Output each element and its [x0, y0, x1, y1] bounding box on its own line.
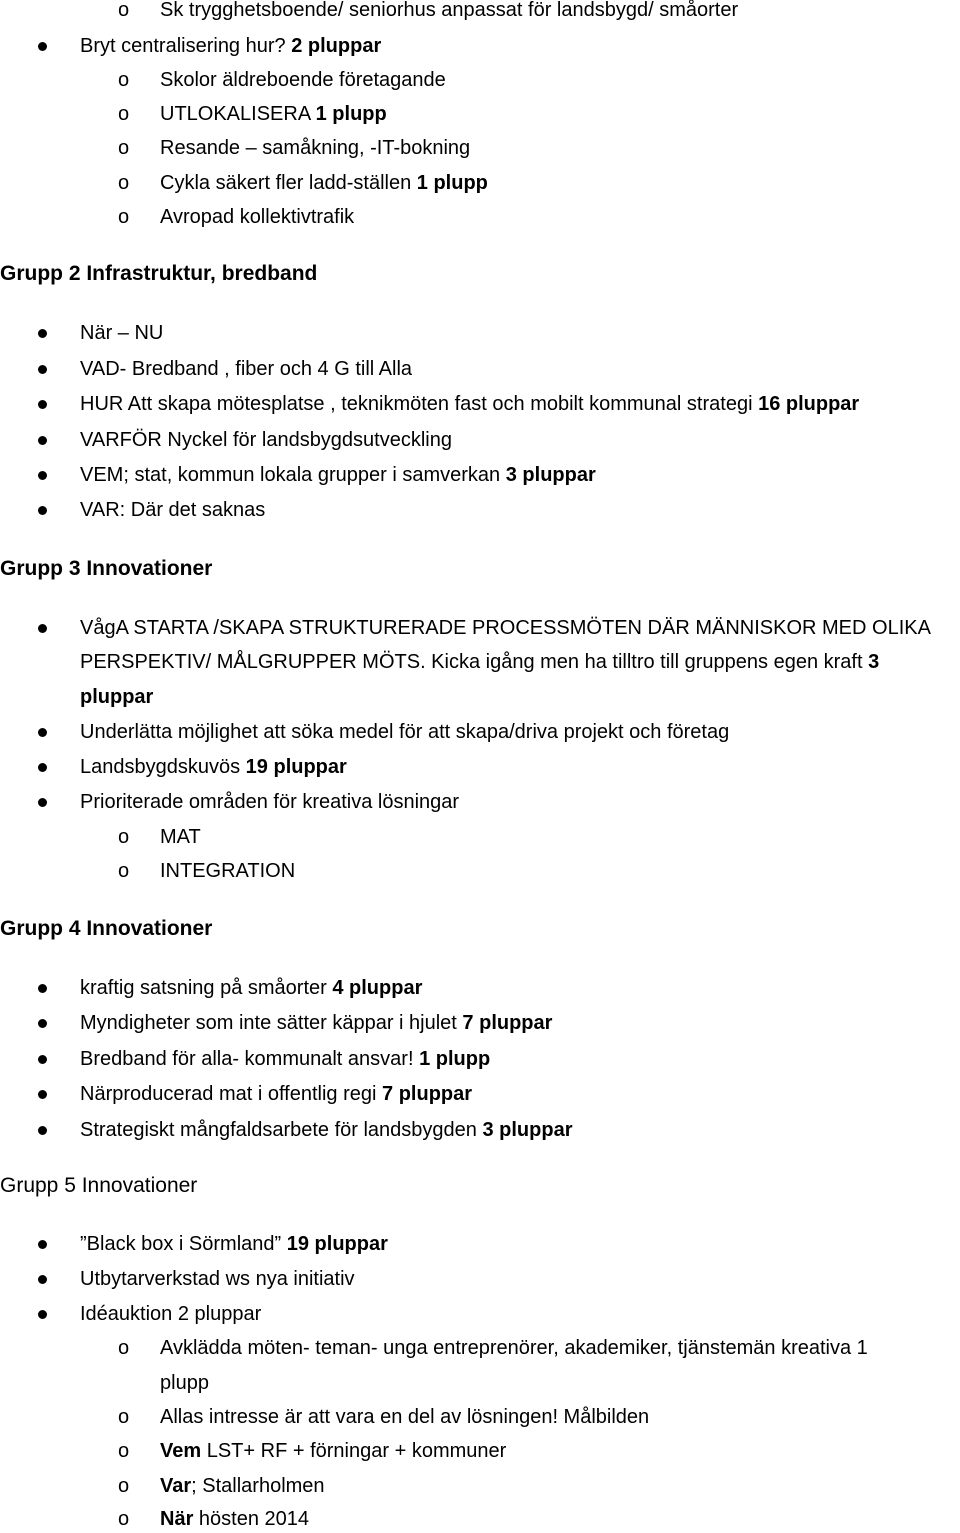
group-heading: Grupp 4 Innovationer: [0, 917, 213, 940]
vote-count: 1 plupp: [416, 172, 488, 194]
sub-bullet: o: [118, 172, 130, 194]
item-text: ; Stallarholmen: [191, 1475, 325, 1497]
vote-count: 19 pluppar: [286, 1233, 388, 1255]
item-text: VARFÖR Nyckel för landsbygdsutveckling: [80, 429, 452, 451]
bullet-icon: [38, 42, 47, 51]
vote-count: 1 plupp: [315, 103, 387, 125]
sub-bullet: o: [118, 137, 130, 159]
bullet-icon: [38, 471, 47, 480]
item-text: Avropad kollektivtrafik: [160, 206, 355, 228]
bullet-icon: [38, 436, 47, 445]
sub-bullet: o: [118, 1508, 130, 1530]
bullet-icon: [38, 1090, 47, 1099]
item-text: PERSPEKTIV/ MÅLGRUPPER MÖTS. Kicka igång men ha tilltro till gruppens egen kraft: [80, 651, 863, 673]
item-text: VAR: Där det saknas: [80, 499, 266, 521]
item-text: Strategiskt mångfaldsarbete för landsbygden: [80, 1119, 477, 1141]
vote-count: pluppar: [80, 686, 154, 708]
item-text: Allas intresse är att vara en del av lösningen! Målbilden: [160, 1406, 650, 1428]
item-text: Sk trygghetsboende/ seniorhus anpassat för landsbygd/ småorter: [160, 0, 739, 21]
item-text: INTEGRATION: [160, 860, 296, 882]
group-heading: Grupp 5 Innovationer: [0, 1174, 198, 1197]
item-text: kraftig satsning på småorter: [80, 977, 327, 999]
bullet-icon: [38, 624, 47, 633]
bullet-icon: [38, 1019, 47, 1028]
item-label: Var: [160, 1475, 192, 1497]
item-text: Avklädda möten- teman- unga entreprenörer, akademiker, tjänstemän kreativa 1: [160, 1337, 868, 1359]
item-text: Landsbygdskuvös: [80, 756, 241, 778]
item-text: Bredband för alla- kommunalt ansvar!: [80, 1048, 414, 1070]
item-text: HUR Att skapa mötesplatse , teknikmöten fast och mobilt kommunal strategi: [80, 393, 753, 415]
sub-bullet: o: [118, 1475, 130, 1497]
vote-count: 3 pluppar: [482, 1119, 573, 1141]
sub-bullet: o: [118, 860, 130, 882]
bullet-icon: [38, 506, 47, 515]
sub-bullet: o: [118, 1337, 130, 1359]
item-text: Myndigheter som inte sätter käppar i hjulet: [80, 1012, 457, 1034]
item-text: LST+ RF + förningar + kommuner: [206, 1440, 507, 1462]
bullet-icon: [38, 984, 47, 993]
item-text: MAT: [160, 826, 201, 848]
item-text: Bryt centralisering hur?: [80, 35, 286, 57]
sub-bullet: o: [118, 1440, 130, 1462]
item-text: Skolor äldreboende företagande: [160, 69, 446, 91]
sub-bullet: o: [118, 826, 130, 848]
sub-bullet: o: [118, 69, 130, 91]
vote-count: 19 pluppar: [245, 756, 347, 778]
item-text: VEM; stat, kommun lokala grupper i samverkan: [80, 464, 501, 486]
sub-bullet: o: [118, 1406, 130, 1428]
item-text: Idéauktion 2 pluppar: [80, 1303, 262, 1325]
item-text: UTLOKALISERA: [160, 103, 311, 125]
bullet-icon: [38, 400, 47, 409]
bullet-icon: [38, 1126, 47, 1135]
bullet-icon: [38, 1275, 47, 1284]
item-text: hösten 2014: [198, 1508, 310, 1530]
item-text: Cykla säkert fler ladd-ställen: [160, 172, 412, 194]
sub-bullet: o: [118, 0, 130, 21]
vote-count: 4 pluppar: [332, 977, 423, 999]
vote-count: 3 pluppar: [505, 464, 596, 486]
bullet-icon: [38, 763, 47, 772]
bullet-icon: [38, 1055, 47, 1064]
vote-count: 1 plupp: [419, 1048, 491, 1070]
group-heading: Grupp 2 Infrastruktur, bredband: [0, 262, 318, 285]
item-text: plupp: [160, 1372, 209, 1394]
bullet-icon: [38, 798, 47, 807]
vote-count: 7 pluppar: [382, 1083, 473, 1105]
sub-bullet: o: [118, 103, 130, 125]
item-text: Prioriterade områden för kreativa lösningar: [80, 791, 460, 813]
item-text: Utbytarverkstad ws nya initiativ: [80, 1268, 355, 1290]
bullet-icon: [38, 1310, 47, 1319]
vote-count: 3: [868, 651, 880, 673]
item-text: Resande – samåkning, -IT-bokning: [160, 137, 471, 159]
item-label: När: [160, 1508, 194, 1530]
vote-count: 16 pluppar: [758, 393, 860, 415]
bullet-icon: [38, 1240, 47, 1249]
bullet-icon: [38, 728, 47, 737]
sub-bullet: o: [118, 206, 130, 228]
item-label: Vem: [160, 1440, 202, 1462]
item-text: Närproducerad mat i offentlig regi: [80, 1083, 377, 1105]
item-text: VågA STARTA /SKAPA STRUKTURERADE PROCESSMÖTEN DÄR MÄNNISKOR MED OLIKA: [80, 617, 931, 639]
item-text: Underlätta möjlighet att söka medel för att skapa/driva projekt och företag: [80, 721, 730, 743]
bullet-icon: [38, 365, 47, 374]
vote-count: 2 pluppar: [291, 35, 382, 57]
bullet-icon: [38, 329, 47, 338]
item-text: VAD- Bredband , fiber och 4 G till Alla: [80, 358, 413, 380]
item-text: ”Black box i Sörmland”: [80, 1233, 282, 1255]
vote-count: 7 pluppar: [462, 1012, 553, 1034]
group-heading: Grupp 3 Innovationer: [0, 557, 213, 580]
item-text: När – NU: [80, 322, 164, 344]
